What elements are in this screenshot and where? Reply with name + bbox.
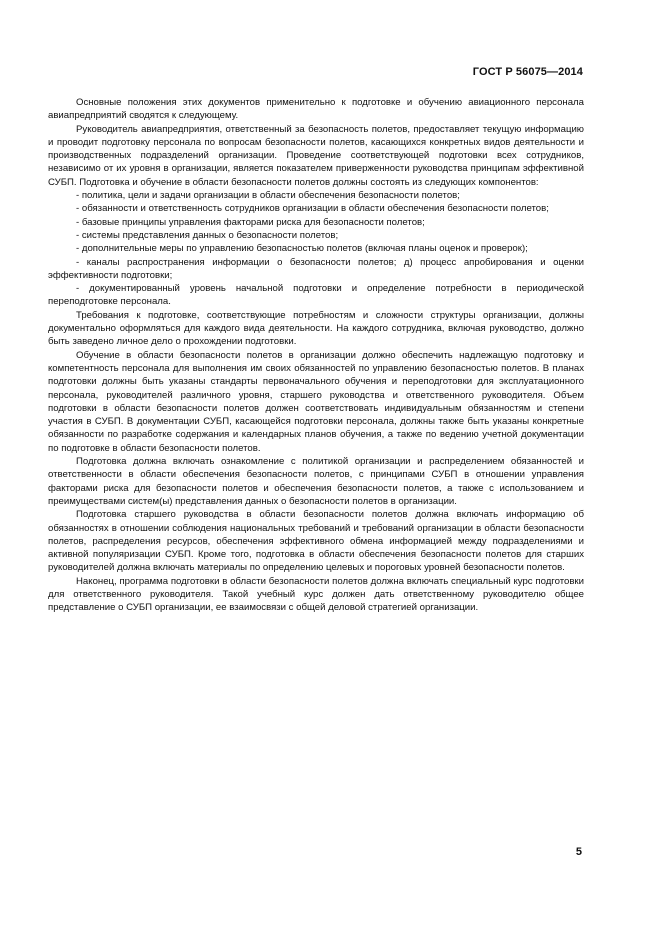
- list-item: - дополнительные меры по управлению безопасностью полетов (включая планы оценок и проверок);: [76, 243, 528, 255]
- body-text: [48, 96, 584, 615]
- paragraph: Наконец, программа подготовки в области безопасности полетов должна включать специальный курс подготовки для ответственного руководителя. Такой учебный курс должен дать ответственному руководителю общее представление о СУБП организации, ее взаимосвязи с общей деловой стратегией организации.: [48, 575, 584, 614]
- paragraph: Основные положения этих документов применительно к подготовке и обучению авиационного персонала авиапредприятий сводятся к следующему.: [48, 97, 584, 122]
- list-item: - каналы распространения информации о безопасности полетов; д) процесс апробирования и оценки эффективности подготовки;: [48, 256, 584, 281]
- list-item: - базовые принципы управления факторами риска для безопасности полетов;: [76, 216, 425, 228]
- list-item: - политика, цели и задачи организации в области обеспечения безопасности полетов;: [76, 190, 460, 202]
- list-item: - обязанности и ответственность сотрудников организации в области обеспечения безопасности полетов;: [76, 203, 549, 215]
- page-number: 5: [575, 846, 582, 858]
- list-item: - документированный уровень начальной подготовки и определение потребности в периодической переподготовке персонала.: [48, 283, 584, 308]
- paragraph: Подготовка старшего руководства в области безопасности полетов должна включать информацию об обязанностях в отношении соблюдения национальных требований и требований организации в области безопасности полетов, распределения ресурсов, обеспечения эффективного обмена информацией между подразделениями и активной популяризации СУБП. Кроме того, подготовка в области обеспечения безопасности полетов для старших руководителей должна включать материалы по определению целевых и пороговых уровней безопасности полетов.: [48, 509, 584, 574]
- list-item: - системы представления данных о безопасности полетов;: [76, 229, 339, 241]
- document-code-header: ГОСТ Р 56075—2014: [472, 66, 583, 78]
- paragraph: Обучение в области безопасности полетов в организации должно обеспечить надлежащую подготовку и компетентность персонала для выполнения им своих обязанностей по управлению безопасностью полетов. В планах подготовки должны быть указаны стандарты первоначального обучения и переподготовки для эксплуатационного персонала, руководителей различного уровня, старшего руководства и ответственного руководителя. Объем подготовки в области безопасности полетов должен соответствовать индивидуальным обязанностям и степени участия в СУБП. В документации СУБП, касающейся подготовки персонала, должны также быть указаны конкретные обязанности по разработке содержания и календарных планов обучения, а также по ведению учетной документации по подготовке в области безопасности полетов.: [48, 349, 584, 454]
- paragraph: Требования к подготовке, соответствующие потребностям и сложности структуры организации, должны документально оформляться для каждого вида деятельности. На каждого сотрудника, включая руководство, должно быть заведено личное дело о прохождении подготовки.: [48, 309, 584, 348]
- paragraph: Подготовка должна включать ознакомление с политикой организации и распределением обязанностей и ответственности в области обеспечения безопасности полетов, с принципами СУБП в отношении управления факторами риска для безопасности полетов и обеспечения безопасности полетов, а также с использованием и преимуществами систем(ы) представления данных о безопасности полетов в организации.: [48, 456, 584, 507]
- paragraph: Руководитель авиапредприятия, ответственный за безопасность полетов, предоставляет текущую информацию и проводит подготовку персонала по вопросам безопасности полетов, касающихся конкретных видов деятельности и производственных подразделений организации. Проведение соответствующей подготовки всех сотрудников, независимо от их уровня в организации, является показателем приверженности руководства принципам эффективной СУБП. Подготовка и обучение в области безопасности полетов должны состоять из следующих компонентов:: [48, 123, 584, 188]
